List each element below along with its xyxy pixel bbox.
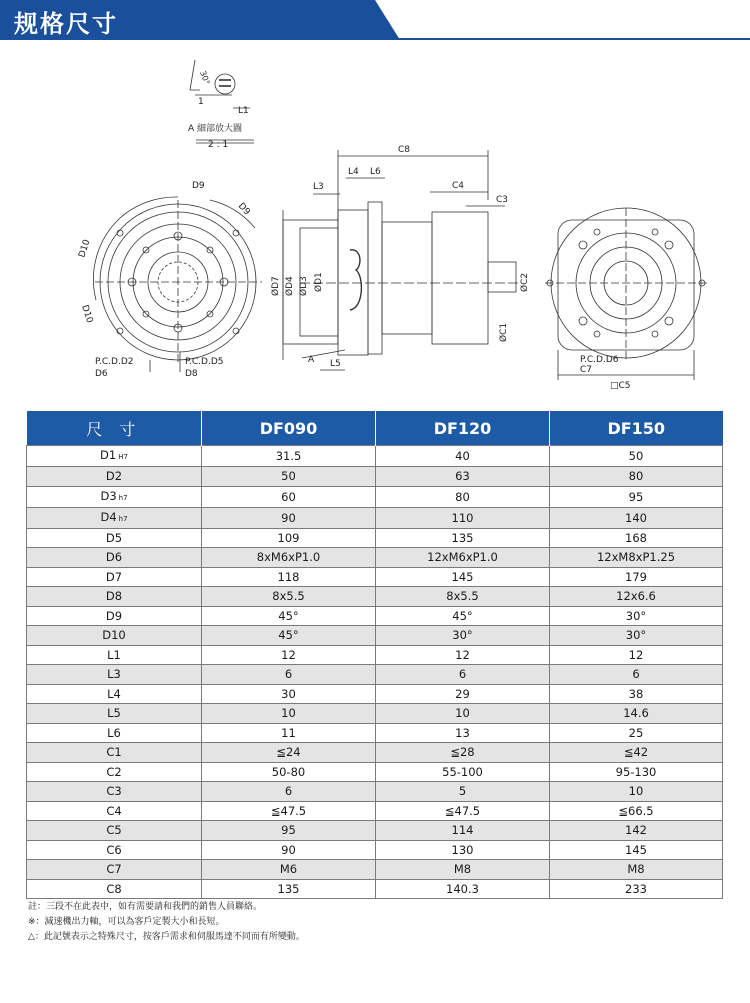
table-row (27, 743, 723, 763)
table-cell: 30° (376, 626, 550, 646)
table-cell: 50 (202, 467, 376, 487)
table-cell: 55-100 (376, 762, 550, 782)
page-title: 规格尺寸 (14, 9, 118, 38)
table-cell: 6 (376, 665, 550, 685)
table-cell: 90 (202, 507, 376, 528)
table-cell: 168 (550, 528, 723, 548)
table-cell: 29 (376, 684, 550, 704)
detail-angle: 30° (198, 69, 212, 87)
table-cell: ≦42 (550, 743, 723, 763)
table-cell: 5 (376, 782, 550, 802)
table-cell: 14.6 (550, 704, 723, 724)
table-cell: 45° (202, 626, 376, 646)
table-cell: ≦47.5 (202, 801, 376, 821)
detail-l1: L1 (238, 106, 249, 116)
row-label: D6 (27, 548, 202, 568)
table-cell: 30° (550, 606, 723, 626)
flange-d10-top: D10 (77, 238, 93, 259)
table-cell: 13 (376, 723, 550, 743)
table-cell: 140.3 (376, 879, 550, 899)
table-cell: 12 (376, 645, 550, 665)
side-l3: L3 (313, 182, 324, 192)
table-cell: 6 (202, 665, 376, 685)
table-cell: 130 (376, 840, 550, 860)
table-cell: 135 (202, 879, 376, 899)
output-flange-view (77, 181, 262, 379)
table-cell: 12 (202, 645, 376, 665)
table-cell: 45° (376, 606, 550, 626)
table-cell: 12 (550, 645, 723, 665)
table-row (27, 528, 723, 548)
table-cell: 12xM6xP1.0 (376, 548, 550, 568)
table-row (27, 723, 723, 743)
table-cell: 118 (202, 567, 376, 587)
table-row (27, 665, 723, 685)
table-cell: M6 (202, 860, 376, 880)
table-cell: 8x5.5 (202, 587, 376, 607)
table-cell: 95 (550, 486, 723, 507)
side-c2: ØC2 (520, 272, 530, 292)
table-cell: 12xM8xP1.25 (550, 548, 723, 568)
note-item: 註：三段不在此表中，如有需要請和我們的銷售人員聯絡。 (28, 902, 263, 912)
table-row (27, 801, 723, 821)
side-section-view (270, 145, 530, 370)
detail-one: 1 (198, 97, 204, 107)
side-d1: ØD1 (314, 272, 324, 292)
row-label: D3 h7 (27, 486, 202, 507)
row-label: D10 (27, 626, 202, 646)
table-cell: 80 (550, 467, 723, 487)
table-cell: 30° (550, 626, 723, 646)
motor-c7: C7 (580, 365, 593, 375)
table-cell: M8 (550, 860, 723, 880)
table-cell: 31.5 (202, 446, 376, 467)
table-cell: 145 (550, 840, 723, 860)
table-cell: 63 (376, 467, 550, 487)
note-item: △：此記號表示之特殊尺寸，按客戶需求和伺服馬達不同而有所變動。 (28, 932, 305, 942)
side-d3: ØD3 (299, 276, 309, 296)
table-row (27, 879, 723, 899)
table-cell: 140 (550, 507, 723, 528)
table-row (27, 606, 723, 626)
flange-d9-top: D9 (192, 181, 205, 191)
table-cell: 109 (202, 528, 376, 548)
table-row (27, 762, 723, 782)
row-label: L6 (27, 723, 202, 743)
row-label: C3 (27, 782, 202, 802)
table-cell: 179 (550, 567, 723, 587)
table-cell: 8xM6xP1.0 (202, 548, 376, 568)
table-cell: 135 (376, 528, 550, 548)
table-cell: M8 (376, 860, 550, 880)
table-cell: 10 (376, 704, 550, 724)
table-row (27, 821, 723, 841)
table-cell: 95-130 (550, 762, 723, 782)
table-cell: 8x5.5 (376, 587, 550, 607)
table-row (27, 782, 723, 802)
side-d7: ØD7 (271, 276, 281, 296)
table-cell: ≦66.5 (550, 801, 723, 821)
table-cell: ≦47.5 (376, 801, 550, 821)
spec-table (26, 411, 723, 899)
table-cell: 110 (376, 507, 550, 528)
row-label: D4 h7 (27, 507, 202, 528)
motor-side-view (545, 208, 708, 391)
table-cell: 233 (550, 879, 723, 899)
row-label: C4 (27, 801, 202, 821)
note-item: ※：減速機出力軸，可以為客戶定製大小和長短。 (28, 917, 225, 927)
row-label: C6 (27, 840, 202, 860)
row-label: C1 (27, 743, 202, 763)
table-cell: 6 (202, 782, 376, 802)
row-label: D7 (27, 567, 202, 587)
table-row (27, 486, 723, 507)
flange-d9-side: D9 (235, 201, 252, 218)
row-label: C5 (27, 821, 202, 841)
table-cell: 142 (550, 821, 723, 841)
detail-scale: 2 : 1 (208, 140, 229, 150)
side-d4: ØD4 (285, 276, 295, 296)
row-label: L5 (27, 704, 202, 724)
table-cell: 45° (202, 606, 376, 626)
table-cell: ≦24 (202, 743, 376, 763)
table-cell: 38 (550, 684, 723, 704)
table-cell: 40 (376, 446, 550, 467)
table-cell: 90 (202, 840, 376, 860)
table-cell: 11 (202, 723, 376, 743)
header-size: 尺 寸 (27, 411, 202, 446)
side-c3: C3 (496, 195, 509, 205)
detail-a (188, 60, 254, 150)
side-l4: L4 (348, 167, 359, 177)
side-l6: L6 (370, 167, 381, 177)
table-row (27, 626, 723, 646)
table-body (27, 446, 723, 899)
table-cell: 114 (376, 821, 550, 841)
row-label: D2 (27, 467, 202, 487)
table-cell: 12x6.6 (550, 587, 723, 607)
flange-pcd-d5: P.C.D.D5 (185, 357, 224, 367)
flange-d8: D8 (185, 369, 198, 379)
flange-d6: D6 (95, 369, 108, 379)
table-cell: 145 (376, 567, 550, 587)
table-cell: 30 (202, 684, 376, 704)
side-c4: C4 (452, 181, 465, 191)
row-label: L4 (27, 684, 202, 704)
table-cell: 10 (202, 704, 376, 724)
table-cell: 95 (202, 821, 376, 841)
table-header-row (27, 411, 723, 446)
table-row (27, 840, 723, 860)
row-label: C2 (27, 762, 202, 782)
flange-d10-bottom: D10 (79, 303, 95, 325)
side-l5: L5 (330, 359, 341, 369)
table-row (27, 567, 723, 587)
table-row (27, 860, 723, 880)
flange-pcd-d2: P.C.D.D2 (95, 357, 134, 367)
table-cell: 25 (550, 723, 723, 743)
header-df090: DF090 (202, 411, 376, 446)
side-c8: C8 (398, 145, 411, 155)
table-cell: 50-80 (202, 762, 376, 782)
row-label: L3 (27, 665, 202, 685)
table-row (27, 548, 723, 568)
row-label: D1 H7 (27, 446, 202, 467)
table-row (27, 684, 723, 704)
row-label: L1 (27, 645, 202, 665)
row-label: C8 (27, 879, 202, 899)
header-df120: DF120 (376, 411, 550, 446)
row-label: D9 (27, 606, 202, 626)
motor-c5: □C5 (610, 381, 631, 391)
header-rule (0, 38, 750, 40)
side-a: A (308, 355, 315, 365)
header-df150: DF150 (550, 411, 723, 446)
dimension-drawing (0, 45, 750, 405)
table-cell: 50 (550, 446, 723, 467)
table-row (27, 704, 723, 724)
table-row (27, 507, 723, 528)
detail-label: A 細部放大圖 (188, 124, 243, 134)
table-cell: 80 (376, 486, 550, 507)
row-label: D8 (27, 587, 202, 607)
table-cell: 10 (550, 782, 723, 802)
table-row (27, 645, 723, 665)
row-label: D5 (27, 528, 202, 548)
table-cell: ≦28 (376, 743, 550, 763)
table-row (27, 467, 723, 487)
side-c1: ØC1 (499, 322, 509, 342)
table-cell: 60 (202, 486, 376, 507)
table-row (27, 587, 723, 607)
table-cell: 6 (550, 665, 723, 685)
table-row (27, 446, 723, 467)
notes (28, 900, 305, 945)
row-label: C7 (27, 860, 202, 880)
motor-pcd-d6: P.C.D.D6 (580, 355, 619, 365)
